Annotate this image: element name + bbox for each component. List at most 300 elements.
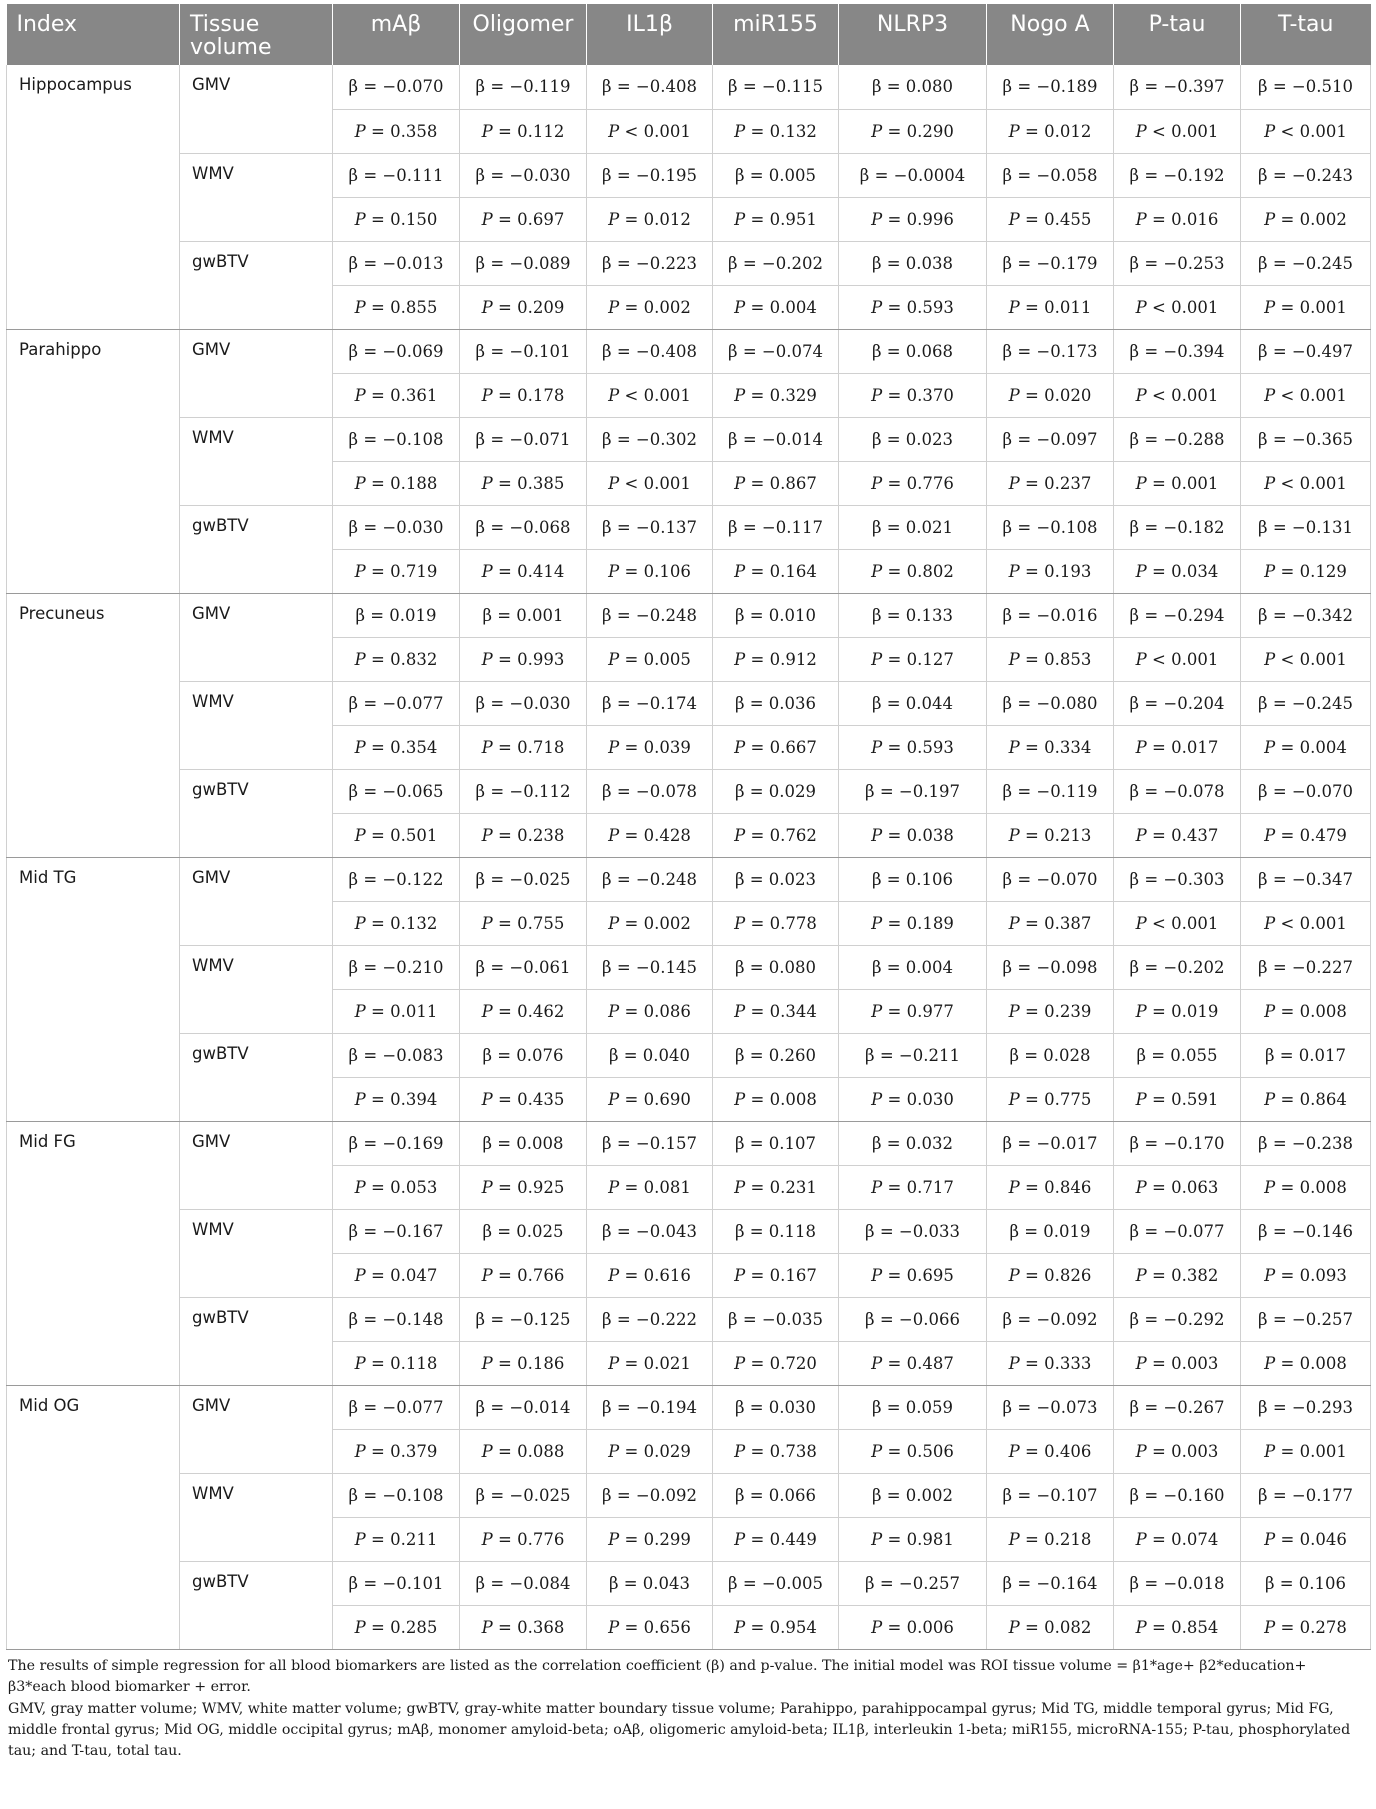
p-value-cell: P = 0.118 (333, 1341, 460, 1385)
header-p-tau: P-tau (1114, 4, 1241, 65)
beta-cell: β = −0.080 (987, 681, 1114, 725)
beta-cell: β = 0.002 (839, 1473, 987, 1517)
p-value-cell: P = 0.449 (713, 1517, 839, 1561)
p-value-cell: P = 0.912 (713, 637, 839, 681)
table-row-beta (7, 1209, 1371, 1253)
p-value-cell: P = 0.368 (460, 1605, 587, 1649)
p-value-cell: P = 0.001 (1114, 461, 1241, 505)
header-mabeta: mAβ (333, 4, 460, 65)
p-value-cell: P = 0.826 (987, 1253, 1114, 1297)
p-value-cell: P = 0.437 (1114, 813, 1241, 857)
p-value-cell: P = 0.081 (587, 1165, 713, 1209)
beta-cell: β = −0.014 (713, 417, 839, 461)
tissue-volume-name: WMV (180, 417, 333, 505)
p-value-cell: P = 0.719 (333, 549, 460, 593)
beta-cell: β = −0.179 (987, 241, 1114, 285)
beta-cell: β = −0.223 (587, 241, 713, 285)
p-value-cell: P = 0.047 (333, 1253, 460, 1297)
beta-cell: β = −0.066 (839, 1297, 987, 1341)
p-value-cell: P = 0.012 (587, 197, 713, 241)
beta-cell: β = −0.070 (333, 65, 460, 109)
p-value-cell: P < 0.001 (1241, 461, 1371, 505)
p-value-cell: P = 0.854 (1114, 1605, 1241, 1649)
table-row-beta (7, 417, 1371, 461)
p-value-cell: P = 0.428 (587, 813, 713, 857)
beta-cell: β = −0.058 (987, 153, 1114, 197)
p-value-cell: P = 0.981 (839, 1517, 987, 1561)
p-value-cell: P = 0.406 (987, 1429, 1114, 1473)
p-value-cell: P = 0.093 (1241, 1253, 1371, 1297)
beta-cell: β = 0.038 (839, 241, 987, 285)
beta-cell: β = −0.302 (587, 417, 713, 461)
p-value-cell: P = 0.385 (460, 461, 587, 505)
beta-cell: β = −0.257 (839, 1561, 987, 1605)
beta-cell: β = −0.397 (1114, 65, 1241, 109)
tissue-volume-name: gwBTV (180, 769, 333, 857)
beta-cell: β = −0.365 (1241, 417, 1371, 461)
tissue-volume-name: GMV (180, 65, 333, 153)
p-value-cell: P = 0.766 (460, 1253, 587, 1297)
p-value-cell: P = 0.053 (333, 1165, 460, 1209)
p-value-cell: P = 0.019 (1114, 989, 1241, 1033)
p-value-cell: P = 0.616 (587, 1253, 713, 1297)
beta-cell: β = 0.005 (713, 153, 839, 197)
beta-cell: β = 0.118 (713, 1209, 839, 1253)
beta-cell: β = 0.032 (839, 1121, 987, 1165)
tissue-volume-name: GMV (180, 1121, 333, 1209)
p-value-cell: P = 0.164 (713, 549, 839, 593)
beta-cell: β = −0.101 (333, 1561, 460, 1605)
beta-cell: β = −0.189 (987, 65, 1114, 109)
beta-cell: β = −0.267 (1114, 1385, 1241, 1429)
header-il1beta: IL1β (587, 4, 713, 65)
p-value-cell: P = 0.591 (1114, 1077, 1241, 1121)
beta-cell: β = −0.017 (987, 1121, 1114, 1165)
p-value-cell: P = 0.501 (333, 813, 460, 857)
beta-cell: β = −0.294 (1114, 593, 1241, 637)
p-value-cell: P = 0.387 (987, 901, 1114, 945)
table-row-beta (7, 1297, 1371, 1341)
p-value-cell: P = 0.479 (1241, 813, 1371, 857)
p-value-cell: P = 0.290 (839, 109, 987, 153)
p-value-cell: P = 0.593 (839, 285, 987, 329)
beta-cell: β = −0.160 (1114, 1473, 1241, 1517)
beta-cell: β = −0.061 (460, 945, 587, 989)
region-name: Parahippo (7, 329, 180, 593)
p-value-cell: P = 0.867 (713, 461, 839, 505)
p-value-cell: P = 0.016 (1114, 197, 1241, 241)
p-value-cell: P = 0.278 (1241, 1605, 1371, 1649)
p-value-cell: P = 0.802 (839, 549, 987, 593)
p-value-cell: P = 0.394 (333, 1077, 460, 1121)
p-value-cell: P = 0.193 (987, 549, 1114, 593)
p-value-cell: P = 0.855 (333, 285, 460, 329)
beta-cell: β = −0.030 (460, 153, 587, 197)
footnote-abbreviations: GMV, gray matter volume; WMV, white matter volume; gwBTV, gray-white matter boundary tissue volume; Parahippo, parahippocampal gyrus; Mid TG, middle temporal gyrus; Mid FG, middle frontal gyrus; Mid OG, middle occipital gyrus; mAβ, monomer amyloid-beta; oAβ, oligomeric amyloid-beta; IL1β, interleukin 1-beta; miR155, microRNA-155; P-tau, phosphorylated tau; and T-tau, total tau. (8, 1700, 1351, 1759)
header-nogo-a: Nogo A (987, 4, 1114, 65)
p-value-cell: P = 0.004 (1241, 725, 1371, 769)
p-value-cell: P = 0.008 (1241, 1165, 1371, 1209)
table-row-beta (7, 681, 1371, 725)
beta-cell: β = 0.066 (713, 1473, 839, 1517)
tissue-volume-name: gwBTV (180, 1033, 333, 1121)
table-row-beta (7, 153, 1371, 197)
beta-cell: β = 0.040 (587, 1033, 713, 1077)
table-footnotes (8, 1656, 1368, 1762)
p-value-cell: P = 0.038 (839, 813, 987, 857)
table-row-beta (7, 769, 1371, 813)
beta-cell: β = 0.010 (713, 593, 839, 637)
beta-cell: β = −0.202 (1114, 945, 1241, 989)
p-value-cell: P = 0.086 (587, 989, 713, 1033)
p-value-cell: P = 0.435 (460, 1077, 587, 1121)
beta-cell: β = 0.021 (839, 505, 987, 549)
beta-cell: β = −0.173 (987, 329, 1114, 373)
beta-cell: β = −0.169 (333, 1121, 460, 1165)
p-value-cell: P = 0.382 (1114, 1253, 1241, 1297)
p-value-cell: P = 0.697 (460, 197, 587, 241)
beta-cell: β = −0.025 (460, 1473, 587, 1517)
p-value-cell: P < 0.001 (587, 373, 713, 417)
beta-cell: β = −0.170 (1114, 1121, 1241, 1165)
p-value-cell: P = 0.006 (839, 1605, 987, 1649)
p-value-cell: P = 0.127 (839, 637, 987, 681)
beta-cell: β = −0.288 (1114, 417, 1241, 461)
beta-cell: β = −0.204 (1114, 681, 1241, 725)
p-value-cell: P = 0.506 (839, 1429, 987, 1473)
p-value-cell: P < 0.001 (1114, 285, 1241, 329)
beta-cell: β = 0.023 (713, 857, 839, 901)
beta-cell: β = −0.115 (713, 65, 839, 109)
table-row-beta (7, 1561, 1371, 1605)
p-value-cell: P = 0.285 (333, 1605, 460, 1649)
beta-cell: β = 0.001 (460, 593, 587, 637)
p-value-cell: P = 0.951 (713, 197, 839, 241)
beta-cell: β = −0.068 (460, 505, 587, 549)
p-value-cell: P = 0.776 (460, 1517, 587, 1561)
region-name: Mid TG (7, 857, 180, 1121)
beta-cell: β = −0.497 (1241, 329, 1371, 373)
p-value-cell: P = 0.977 (839, 989, 987, 1033)
p-value-cell: P = 0.088 (460, 1429, 587, 1473)
p-value-cell: P = 0.003 (1114, 1341, 1241, 1385)
beta-cell: β = 0.017 (1241, 1033, 1371, 1077)
footnote-method: The results of simple regression for all blood biomarkers are listed as the correlation coefficient (β) and p-value. The initial model was ROI tissue volume = β1*age+ β2*education+ β3*each blood biomarker + error. (8, 1657, 1307, 1695)
tissue-volume-name: WMV (180, 1473, 333, 1561)
beta-cell: β = 0.106 (1241, 1561, 1371, 1605)
p-value-cell: P < 0.001 (1114, 901, 1241, 945)
beta-cell: β = −0.108 (987, 505, 1114, 549)
p-value-cell: P = 0.846 (987, 1165, 1114, 1209)
beta-cell: β = 0.023 (839, 417, 987, 461)
table-row-beta (7, 505, 1371, 549)
p-value-cell: P = 0.329 (713, 373, 839, 417)
tissue-volume-name: WMV (180, 1209, 333, 1297)
p-value-cell: P = 0.150 (333, 197, 460, 241)
p-value-cell: P = 0.864 (1241, 1077, 1371, 1121)
beta-cell: β = −0.101 (460, 329, 587, 373)
p-value-cell: P = 0.020 (987, 373, 1114, 417)
p-value-cell: P = 0.379 (333, 1429, 460, 1473)
tissue-volume-name: GMV (180, 329, 333, 417)
p-value-cell: P = 0.106 (587, 549, 713, 593)
table-container (6, 4, 1370, 1763)
p-value-cell: P = 0.354 (333, 725, 460, 769)
p-value-cell: P < 0.001 (587, 461, 713, 505)
table-row-beta (7, 945, 1371, 989)
beta-cell: β = −0.016 (987, 593, 1114, 637)
p-value-cell: P = 0.082 (987, 1605, 1114, 1649)
beta-cell: β = 0.043 (587, 1561, 713, 1605)
beta-cell: β = −0.097 (987, 417, 1114, 461)
tissue-volume-name: WMV (180, 681, 333, 769)
p-value-cell: P < 0.001 (1241, 901, 1371, 945)
beta-cell: β = −0.083 (333, 1033, 460, 1077)
tissue-volume-name: gwBTV (180, 241, 333, 329)
beta-cell: β = −0.408 (587, 65, 713, 109)
p-value-cell: P = 0.695 (839, 1253, 987, 1297)
p-value-cell: P = 0.211 (333, 1517, 460, 1561)
p-value-cell: P = 0.755 (460, 901, 587, 945)
p-value-cell: P = 0.853 (987, 637, 1114, 681)
beta-cell: β = 0.025 (460, 1209, 587, 1253)
p-value-cell: P = 0.017 (1114, 725, 1241, 769)
beta-cell: β = −0.202 (713, 241, 839, 285)
beta-cell: β = −0.070 (1241, 769, 1371, 813)
beta-cell: β = 0.080 (839, 65, 987, 109)
header-mir155: miR155 (713, 4, 839, 65)
p-value-cell: P = 0.238 (460, 813, 587, 857)
beta-cell: β = 0.106 (839, 857, 987, 901)
p-value-cell: P = 0.039 (587, 725, 713, 769)
beta-cell: β = −0.065 (333, 769, 460, 813)
p-value-cell: P = 0.008 (713, 1077, 839, 1121)
beta-cell: β = −0.174 (587, 681, 713, 725)
beta-cell: β = 0.036 (713, 681, 839, 725)
beta-cell: β = −0.035 (713, 1297, 839, 1341)
p-value-cell: P = 0.462 (460, 989, 587, 1033)
p-value-cell: P = 0.299 (587, 1517, 713, 1561)
header-t-tau: T-tau (1241, 4, 1371, 65)
p-value-cell: P = 0.030 (839, 1077, 987, 1121)
p-value-cell: P = 0.344 (713, 989, 839, 1033)
beta-cell: β = −0.092 (587, 1473, 713, 1517)
beta-cell: β = −0.164 (987, 1561, 1114, 1605)
beta-cell: β = 0.004 (839, 945, 987, 989)
p-value-cell: P = 0.776 (839, 461, 987, 505)
p-value-cell: P = 0.004 (713, 285, 839, 329)
beta-cell: β = −0.192 (1114, 153, 1241, 197)
beta-cell: β = −0.0004 (839, 153, 987, 197)
beta-cell: β = −0.108 (333, 1473, 460, 1517)
p-value-cell: P = 0.178 (460, 373, 587, 417)
p-value-cell: P < 0.001 (1114, 373, 1241, 417)
header-row (7, 4, 1371, 65)
beta-cell: β = −0.510 (1241, 65, 1371, 109)
beta-cell: β = −0.078 (587, 769, 713, 813)
p-value-cell: P = 0.720 (713, 1341, 839, 1385)
beta-cell: β = −0.033 (839, 1209, 987, 1253)
p-value-cell: P = 0.189 (839, 901, 987, 945)
beta-cell: β = −0.222 (587, 1297, 713, 1341)
regression-table (6, 4, 1371, 1650)
p-value-cell: P = 0.717 (839, 1165, 987, 1209)
p-value-cell: P = 0.996 (839, 197, 987, 241)
beta-cell: β = 0.107 (713, 1121, 839, 1165)
beta-cell: β = −0.227 (1241, 945, 1371, 989)
beta-cell: β = −0.084 (460, 1561, 587, 1605)
beta-cell: β = −0.131 (1241, 505, 1371, 549)
p-value-cell: P = 0.167 (713, 1253, 839, 1297)
region-name: Mid OG (7, 1385, 180, 1649)
p-value-cell: P = 0.021 (587, 1341, 713, 1385)
beta-cell: β = −0.157 (587, 1121, 713, 1165)
p-value-cell: P = 0.005 (587, 637, 713, 681)
p-value-cell: P < 0.001 (1114, 637, 1241, 681)
p-value-cell: P = 0.074 (1114, 1517, 1241, 1561)
p-value-cell: P = 0.239 (987, 989, 1114, 1033)
beta-cell: β = −0.303 (1114, 857, 1241, 901)
beta-cell: β = −0.117 (713, 505, 839, 549)
table-row-beta (7, 241, 1371, 285)
p-value-cell: P = 0.002 (1241, 197, 1371, 241)
table-row-beta (7, 1385, 1371, 1429)
beta-cell: β = 0.029 (713, 769, 839, 813)
beta-cell: β = −0.238 (1241, 1121, 1371, 1165)
tissue-volume-name: GMV (180, 1385, 333, 1473)
header-oligomer: Oligomer (460, 4, 587, 65)
beta-cell: β = −0.257 (1241, 1297, 1371, 1341)
beta-cell: β = −0.073 (987, 1385, 1114, 1429)
beta-cell: β = −0.107 (987, 1473, 1114, 1517)
p-value-cell: P = 0.218 (987, 1517, 1114, 1561)
p-value-cell: P = 0.011 (987, 285, 1114, 329)
beta-cell: β = −0.098 (987, 945, 1114, 989)
beta-cell: β = −0.025 (460, 857, 587, 901)
tissue-volume-name: gwBTV (180, 505, 333, 593)
beta-cell: β = 0.260 (713, 1033, 839, 1077)
p-value-cell: P = 0.455 (987, 197, 1114, 241)
beta-cell: β = −0.030 (460, 681, 587, 725)
beta-cell: β = −0.197 (839, 769, 987, 813)
beta-cell: β = −0.074 (713, 329, 839, 373)
beta-cell: β = −0.077 (1114, 1209, 1241, 1253)
p-value-cell: P = 0.370 (839, 373, 987, 417)
p-value-cell: P = 0.209 (460, 285, 587, 329)
beta-cell: β = −0.195 (587, 153, 713, 197)
p-value-cell: P = 0.778 (713, 901, 839, 945)
p-value-cell: P = 0.132 (333, 901, 460, 945)
beta-cell: β = 0.019 (333, 593, 460, 637)
beta-cell: β = −0.394 (1114, 329, 1241, 373)
p-value-cell: P = 0.132 (713, 109, 839, 153)
p-value-cell: P = 0.832 (333, 637, 460, 681)
beta-cell: β = −0.177 (1241, 1473, 1371, 1517)
table-row-beta (7, 1033, 1371, 1077)
p-value-cell: P = 0.231 (713, 1165, 839, 1209)
p-value-cell: P = 0.993 (460, 637, 587, 681)
p-value-cell: P = 0.129 (1241, 549, 1371, 593)
p-value-cell: P < 0.001 (1241, 109, 1371, 153)
beta-cell: β = 0.030 (713, 1385, 839, 1429)
p-value-cell: P = 0.667 (713, 725, 839, 769)
beta-cell: β = 0.133 (839, 593, 987, 637)
beta-cell: β = 0.068 (839, 329, 987, 373)
beta-cell: β = −0.077 (333, 1385, 460, 1429)
p-value-cell: P = 0.762 (713, 813, 839, 857)
p-value-cell: P = 0.593 (839, 725, 987, 769)
header-nlrp3: NLRP3 (839, 4, 987, 65)
beta-cell: β = −0.108 (333, 417, 460, 461)
beta-cell: β = −0.182 (1114, 505, 1241, 549)
beta-cell: β = 0.008 (460, 1121, 587, 1165)
table-row-beta (7, 593, 1371, 637)
beta-cell: β = 0.028 (987, 1033, 1114, 1077)
beta-cell: β = −0.253 (1114, 241, 1241, 285)
beta-cell: β = −0.248 (587, 857, 713, 901)
p-value-cell: P = 0.011 (333, 989, 460, 1033)
p-value-cell: P = 0.718 (460, 725, 587, 769)
tissue-volume-name: gwBTV (180, 1297, 333, 1385)
header-index: Index (7, 4, 180, 65)
beta-cell: β = −0.089 (460, 241, 587, 285)
p-value-cell: P = 0.002 (587, 285, 713, 329)
beta-cell: β = −0.347 (1241, 857, 1371, 901)
beta-cell: β = −0.145 (587, 945, 713, 989)
region-name: Hippocampus (7, 65, 180, 329)
table-row-beta (7, 857, 1371, 901)
p-value-cell: P = 0.358 (333, 109, 460, 153)
table-row-beta (7, 1473, 1371, 1517)
beta-cell: β = −0.293 (1241, 1385, 1371, 1429)
beta-cell: β = −0.013 (333, 241, 460, 285)
beta-cell: β = −0.292 (1114, 1297, 1241, 1341)
p-value-cell: P = 0.008 (1241, 1341, 1371, 1385)
p-value-cell: P = 0.925 (460, 1165, 587, 1209)
p-value-cell: P < 0.001 (1114, 109, 1241, 153)
p-value-cell: P = 0.213 (987, 813, 1114, 857)
beta-cell: β = −0.077 (333, 681, 460, 725)
region-name: Mid FG (7, 1121, 180, 1385)
beta-cell: β = −0.092 (987, 1297, 1114, 1341)
beta-cell: β = −0.043 (587, 1209, 713, 1253)
p-value-cell: P = 0.188 (333, 461, 460, 505)
beta-cell: β = 0.044 (839, 681, 987, 725)
beta-cell: β = −0.194 (587, 1385, 713, 1429)
p-value-cell: P = 0.001 (1241, 285, 1371, 329)
tissue-volume-name: gwBTV (180, 1561, 333, 1649)
beta-cell: β = −0.167 (333, 1209, 460, 1253)
beta-cell: β = −0.243 (1241, 153, 1371, 197)
p-value-cell: P = 0.012 (987, 109, 1114, 153)
p-value-cell: P = 0.775 (987, 1077, 1114, 1121)
p-value-cell: P = 0.237 (987, 461, 1114, 505)
beta-cell: β = 0.019 (987, 1209, 1114, 1253)
p-value-cell: P = 0.112 (460, 109, 587, 153)
beta-cell: β = −0.245 (1241, 681, 1371, 725)
p-value-cell: P = 0.186 (460, 1341, 587, 1385)
beta-cell: β = −0.210 (333, 945, 460, 989)
beta-cell: β = 0.076 (460, 1033, 587, 1077)
p-value-cell: P = 0.487 (839, 1341, 987, 1385)
tissue-volume-name: GMV (180, 857, 333, 945)
p-value-cell: P = 0.029 (587, 1429, 713, 1473)
p-value-cell: P = 0.046 (1241, 1517, 1371, 1561)
p-value-cell: P < 0.001 (587, 109, 713, 153)
beta-cell: β = −0.069 (333, 329, 460, 373)
beta-cell: β = 0.059 (839, 1385, 987, 1429)
region-name: Precuneus (7, 593, 180, 857)
